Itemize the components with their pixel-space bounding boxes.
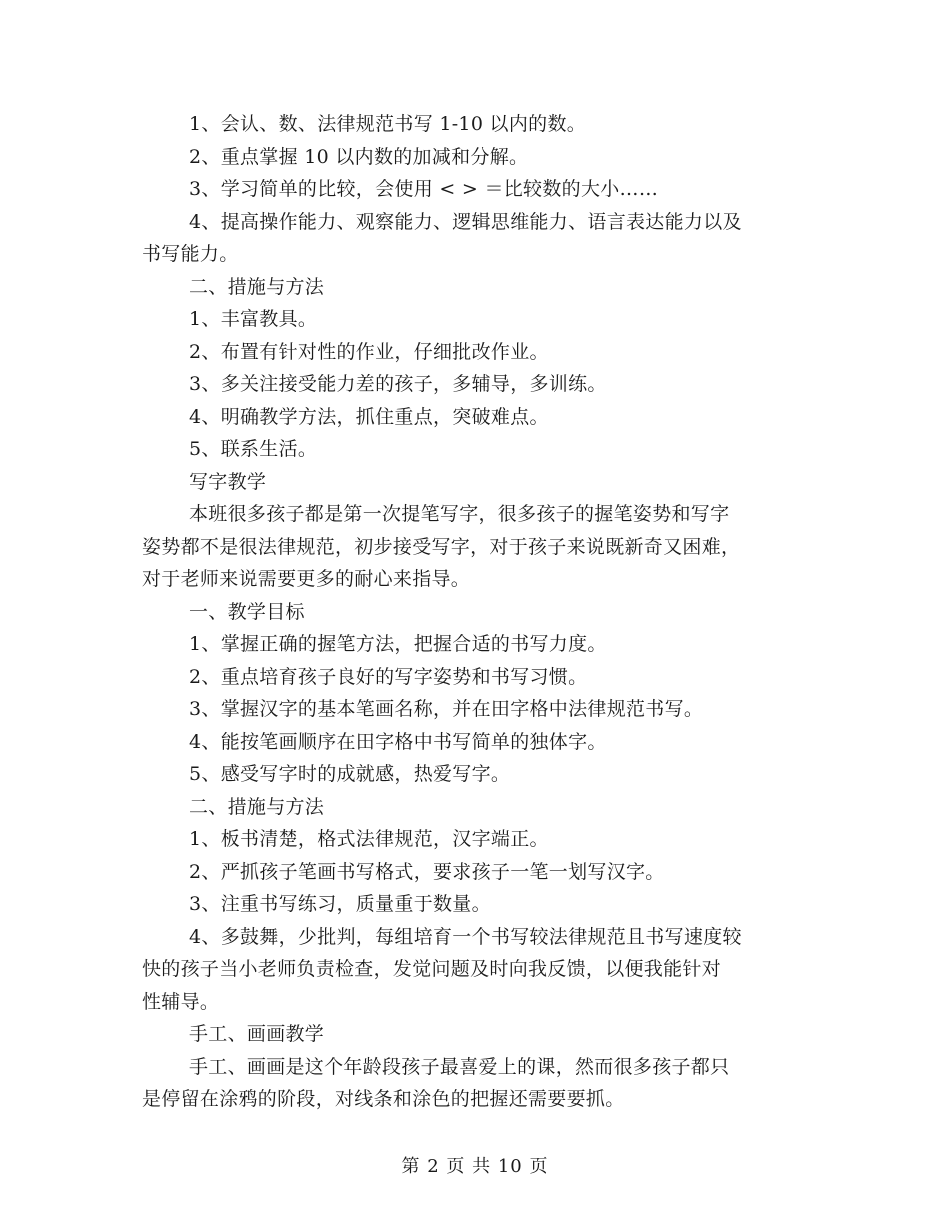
text-line: 3、多关注接受能力差的孩子，多辅导，多训练。 — [189, 373, 607, 395]
text-line: 一、教学目标 — [189, 600, 305, 623]
page-number-label: 第 2 页 共 10 页 — [401, 1156, 549, 1177]
text-line: 2、重点掌握 10 以内数的加减和分解。 — [189, 145, 529, 168]
text-line: 1、板书清楚，格式法律规范，汉字端正。 — [189, 828, 549, 850]
text-line: 二、措施与方法 — [189, 275, 325, 298]
text-line: 手工、画画教学 — [189, 1023, 325, 1045]
text-line: 手工、画画是这个年龄段孩子最喜爱上的课，然而很多孩子都只 — [189, 1055, 730, 1078]
text-line: 3、学习简单的比较，会使用 < > ＝比较数的大小…… — [189, 178, 659, 200]
page-footer — [0, 1152, 950, 1178]
text-line: 5、联系生活。 — [189, 438, 318, 460]
text-line: 1、丰富教具。 — [189, 308, 318, 330]
text-line: 性辅导。 — [142, 990, 220, 1013]
text-line: 2、布置有针对性的作业，仔细批改作业。 — [189, 340, 549, 363]
text-line: 对于老师来说需要更多的耐心来指导。 — [142, 568, 471, 590]
text-line: 2、严抓孩子笔画书写格式，要求孩子一笔一划写汉字。 — [189, 860, 665, 883]
text-line: 二、措施与方法 — [189, 795, 325, 818]
text-line: 写字教学 — [189, 470, 267, 493]
text-line: 3、掌握汉字的基本笔画名称，并在田字格中法律规范书写。 — [189, 698, 704, 720]
text-line: 姿势都不是很法律规范，初步接受写字，对于孩子来说既新奇又困难， — [142, 535, 741, 558]
text-line: 本班很多孩子都是第一次提笔写字，很多孩子的握笔姿势和写字 — [189, 503, 730, 525]
text-line: 4、多鼓舞，少批判，每组培育一个书写较法律规范且书写速度较 — [189, 925, 742, 948]
text-line: 4、能按笔画顺序在田字格中书写简单的独体字。 — [189, 730, 607, 753]
text-line: 快的孩子当小老师负责检查，发觉问题及时向我反馈，以便我能针对 — [142, 958, 722, 980]
text-line: 5、感受写字时的成就感，热爱写字。 — [189, 763, 511, 785]
text-line: 3、注重书写练习，质量重于数量。 — [189, 893, 491, 915]
text-line: 是停留在涂鸦的阶段，对线条和涂色的把握还需要要抓。 — [142, 1088, 625, 1110]
text-line: 书写能力。 — [142, 243, 239, 265]
document-body — [142, 108, 810, 1116]
text-line: 4、提高操作能力、观察能力、逻辑思维能力、语言表达能力以及 — [189, 210, 742, 233]
text-line: 4、明确教学方法，抓住重点，突破难点。 — [189, 405, 549, 428]
text-line: 1、会认、数、法律规范书写 1-10 以内的数。 — [189, 113, 587, 135]
text-line: 1、掌握正确的握笔方法，把握合适的书写力度。 — [189, 633, 607, 655]
text-line: 2、重点培育孩子良好的写字姿势和书写习惯。 — [189, 665, 588, 688]
